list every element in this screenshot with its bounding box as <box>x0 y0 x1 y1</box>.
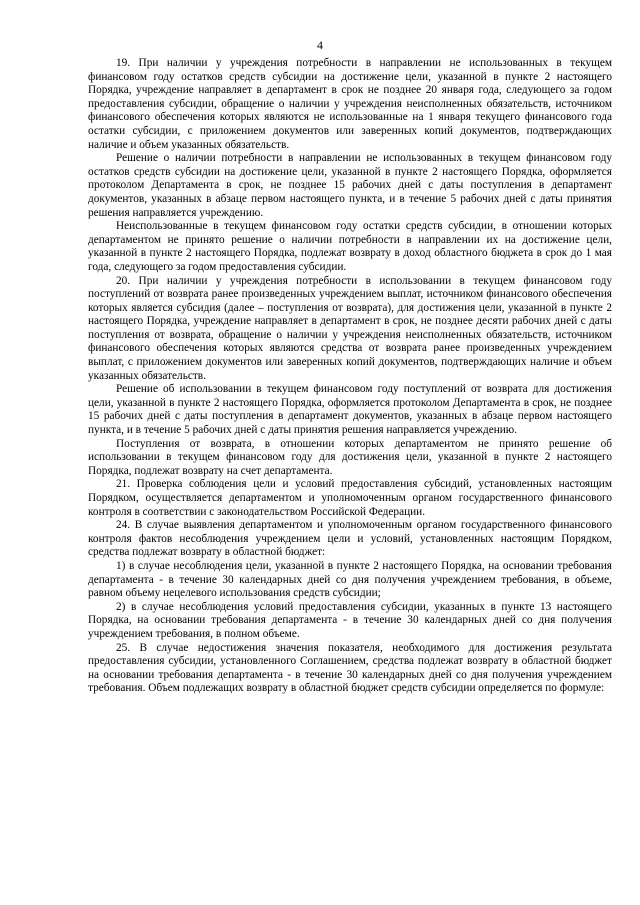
paragraph-24: 24. В случае выявления департаментом и уполномоченным органом государственного финансового контроля фактов несоблюдения учреждением цели и условий, установленных настоящим Порядком, средства подлежат возврату в областной бюджет: <box>88 519 612 559</box>
paragraph-21: 21. Проверка соблюдения цели и условий предоставления субсидий, установленных настоящим Порядком, осуществляется департаментом и уполномоченным органом государственного финансового контроля в соответствии с законодательством Российской Федерации. <box>88 478 612 518</box>
paragraph-19-decision: Решение о наличии потребности в направлении не использованных в текущем финансовом году остатков средств субсидии на достижение цели, указанной в пункте 2 настоящего Порядка, оформляется протоколом Департамента в срок, не позднее 15 рабочих дней с даты поступления в департамент документов, указанных в абзаце первом настоящего пункта, и в течение 5 рабочих дней с даты принятия решения направляется учреждению. <box>88 152 612 219</box>
paragraph-20-refund: Поступления от возврата, в отношении которых департаментом не принято решение об использовании в текущем финансовом году для достижения цели, указанной в пункте 2 настоящего Порядка, подлежат возврату на счет департамента. <box>88 437 612 477</box>
paragraph-19-unused-balances: Неиспользованные в текущем финансовом году остатки средств субсидии, в отношении которых департаментом не принято решение о наличии потребности в направлении их на достижение цели, указанной в пункте 2 настоящего Порядка, подлежат возврату в доход областного бюджета в срок до 1 мая года, следующего за годом предоставления субсидии. <box>88 220 612 273</box>
paragraph-24-item-2: 2) в случае несоблюдения условий предоставления субсидии, указанных в пункте 13 настоящего Порядка, на основании требования департамента - в течение 30 календарных дней со дня получения учреждением требования, в полном объеме. <box>88 600 612 640</box>
paragraph-24-item-1: 1) в случае несоблюдения цели, указанной в пункте 2 настоящего Порядка, на основании требования департамента - в течение 30 календарных дней со дня получения учреждением требования, в объеме, равном объему нецелевого использования средств субсидии; <box>88 559 612 600</box>
paragraph-20-decision: Решение об использовании в текущем финансовом году поступлений от возврата для достижения цели, указанной в пункте 2 настоящего Порядка, оформляется протоколом Департамента в срок, не позднее 15 рабочих дней с даты поступления в департамент документов, указанных в абзаце первом настоящего пункта, и в течение 5 рабочих дней с даты принятия решения направляется учреждению. <box>88 383 612 437</box>
paragraph-25: 25. В случае недостижения значения показателя, необходимого для достижения результата предоставления субсидии, установленного Соглашением, средства подлежат возврату в областной бюджет на основании требования департамента - в течение 30 календарных дней со дня получения учреждением требования. Объем подлежащих возврату в областной бюджет средств субсидии определяется по формуле: <box>88 641 612 695</box>
document-body <box>88 57 612 696</box>
paragraph-20: 20. При наличии у учреждения потребности в использовании в текущем финансовом году поступлений от возврата ранее произведенных учреждением выплат, источником финансового обеспечения которых является субсидия (далее – поступления от возврата), для достижения цели, указанной в пункте 2 настоящего Порядка, учреждение направляет в департамент в срок, не позднее десяти рабочих дней с даты поступления от возврата, обращение о наличии у учреждения неисполненных обязательств, источником финансового обеспечения которых являются средства от возврата ранее произведенных учреждением выплат, с приложением документов или заверенных копий документов, подтверждающих наличие и объем указанных обязательств. <box>88 274 612 382</box>
paragraph-19: 19. При наличии у учреждения потребности в направлении не использованных в текущем финансовом году остатков средств субсидии на достижение цели, указанной в пункте 2 настоящего Порядка, учреждение направляет в департамент в срок не позднее 20 января года, следующего за годом предоставления субсидии, обращение о наличии у учреждения неисполненных обязательств, источником финансового обеспечения которых являются не использованные на 1 января текущего финансового года остатки субсидии, с приложением документов или заверенных копий документов, подтверждающих наличие и объем указанных обязательств. <box>88 57 612 151</box>
page-number: 4 <box>317 38 323 52</box>
